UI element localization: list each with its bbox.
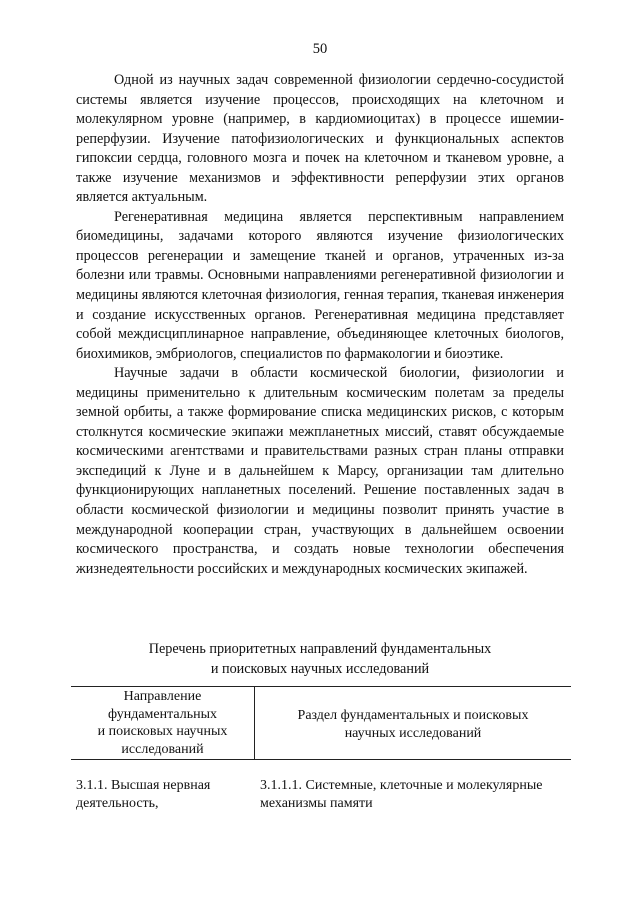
paragraph-regenerative-medicine: Регенеративная медицина является перспективным направлением биомедицины, задачами которого являются изучение физиологических процессов регенерации и замещение тканей и органов, утраченных из-за болезни или травмы. Основными направлениями регенеративной физиологии и медицины являются клеточная физиология, генная терапия, тканевая инженерия и создание искусственных органов. Регенеративная медицина представляет собой междисциплинарное направление, объединяющее клеточных биологов, биохимиков, эмбриологов, специалистов по фармакологии и биоэтике. (76, 208, 564, 362)
table-row (71, 777, 571, 813)
header-section (255, 687, 571, 759)
page-number: 50 (312, 41, 328, 57)
paragraph-cardiovascular: Одной из научных задач современной физиологии сердечно-сосудистой системы является изучение процессов, происходящих на клеточном и молекулярном уровне (например, в кардиомиоцитах) в процессе ишемии-реперфузии. Изучение патофизиологических и функциональных аспектов гипоксии сердца, головного мозга и почек на клеточном и тканевом уровне, а также изучение механизмов и эффективности реперфузии этих органов является актуальным. (76, 72, 564, 206)
row-direction-line: деятельность, (76, 796, 159, 811)
row-direction-line: 3.1.1. Высшая нервная (76, 778, 211, 793)
header-direction-line: Направление (123, 689, 202, 704)
row-section-line: механизмы памяти (260, 796, 373, 811)
header-direction-line: и поисковых научных (97, 724, 228, 740)
body-text (76, 71, 564, 579)
paragraph-space-medicine: Научные задачи в области космической биологии, физиологии и медицины применительно к длительным космическим полетам за пределы земной орбиты, а также формирование списка медицинских рисков, с которым столкнутся космические экипажи межпланетных миссий, ставят обсуждаемые космическими агентствами и правительствами разных стран планы отправки экспедиций к Луне и в дальнейшем к Марсу, организации там длительно функционирующих напланетных поселений. Решение поставленных задач в области космической физиологии и медицины позволит принять участие в международной кооперации стран, участвующих в дальнейшем освоении космического пространства, и создать новые технологии обеспечения жизнедеятельности российских и международных космических экипажей. (76, 365, 564, 577)
row-direction-cell (71, 777, 253, 813)
priority-directions-table (71, 686, 571, 813)
table-header-rule (71, 759, 571, 760)
list-title-line-2: и поисковых научных исследований (210, 661, 430, 677)
header-direction-line: фундаментальных (107, 706, 217, 722)
row-section-line: 3.1.1.1. Системные, клеточные и молекулярные (260, 778, 543, 793)
list-title (76, 639, 564, 679)
header-section-line: научных исследований (344, 725, 482, 741)
row-section-cell (253, 777, 571, 813)
table-header (71, 687, 571, 759)
header-direction-line: исследований (121, 741, 204, 757)
list-title-line-1: Перечень приоритетных направлений фундаментальных (148, 641, 492, 657)
header-section-line: Раздел фундаментальных и поисковых (297, 708, 529, 723)
header-direction (71, 687, 255, 759)
